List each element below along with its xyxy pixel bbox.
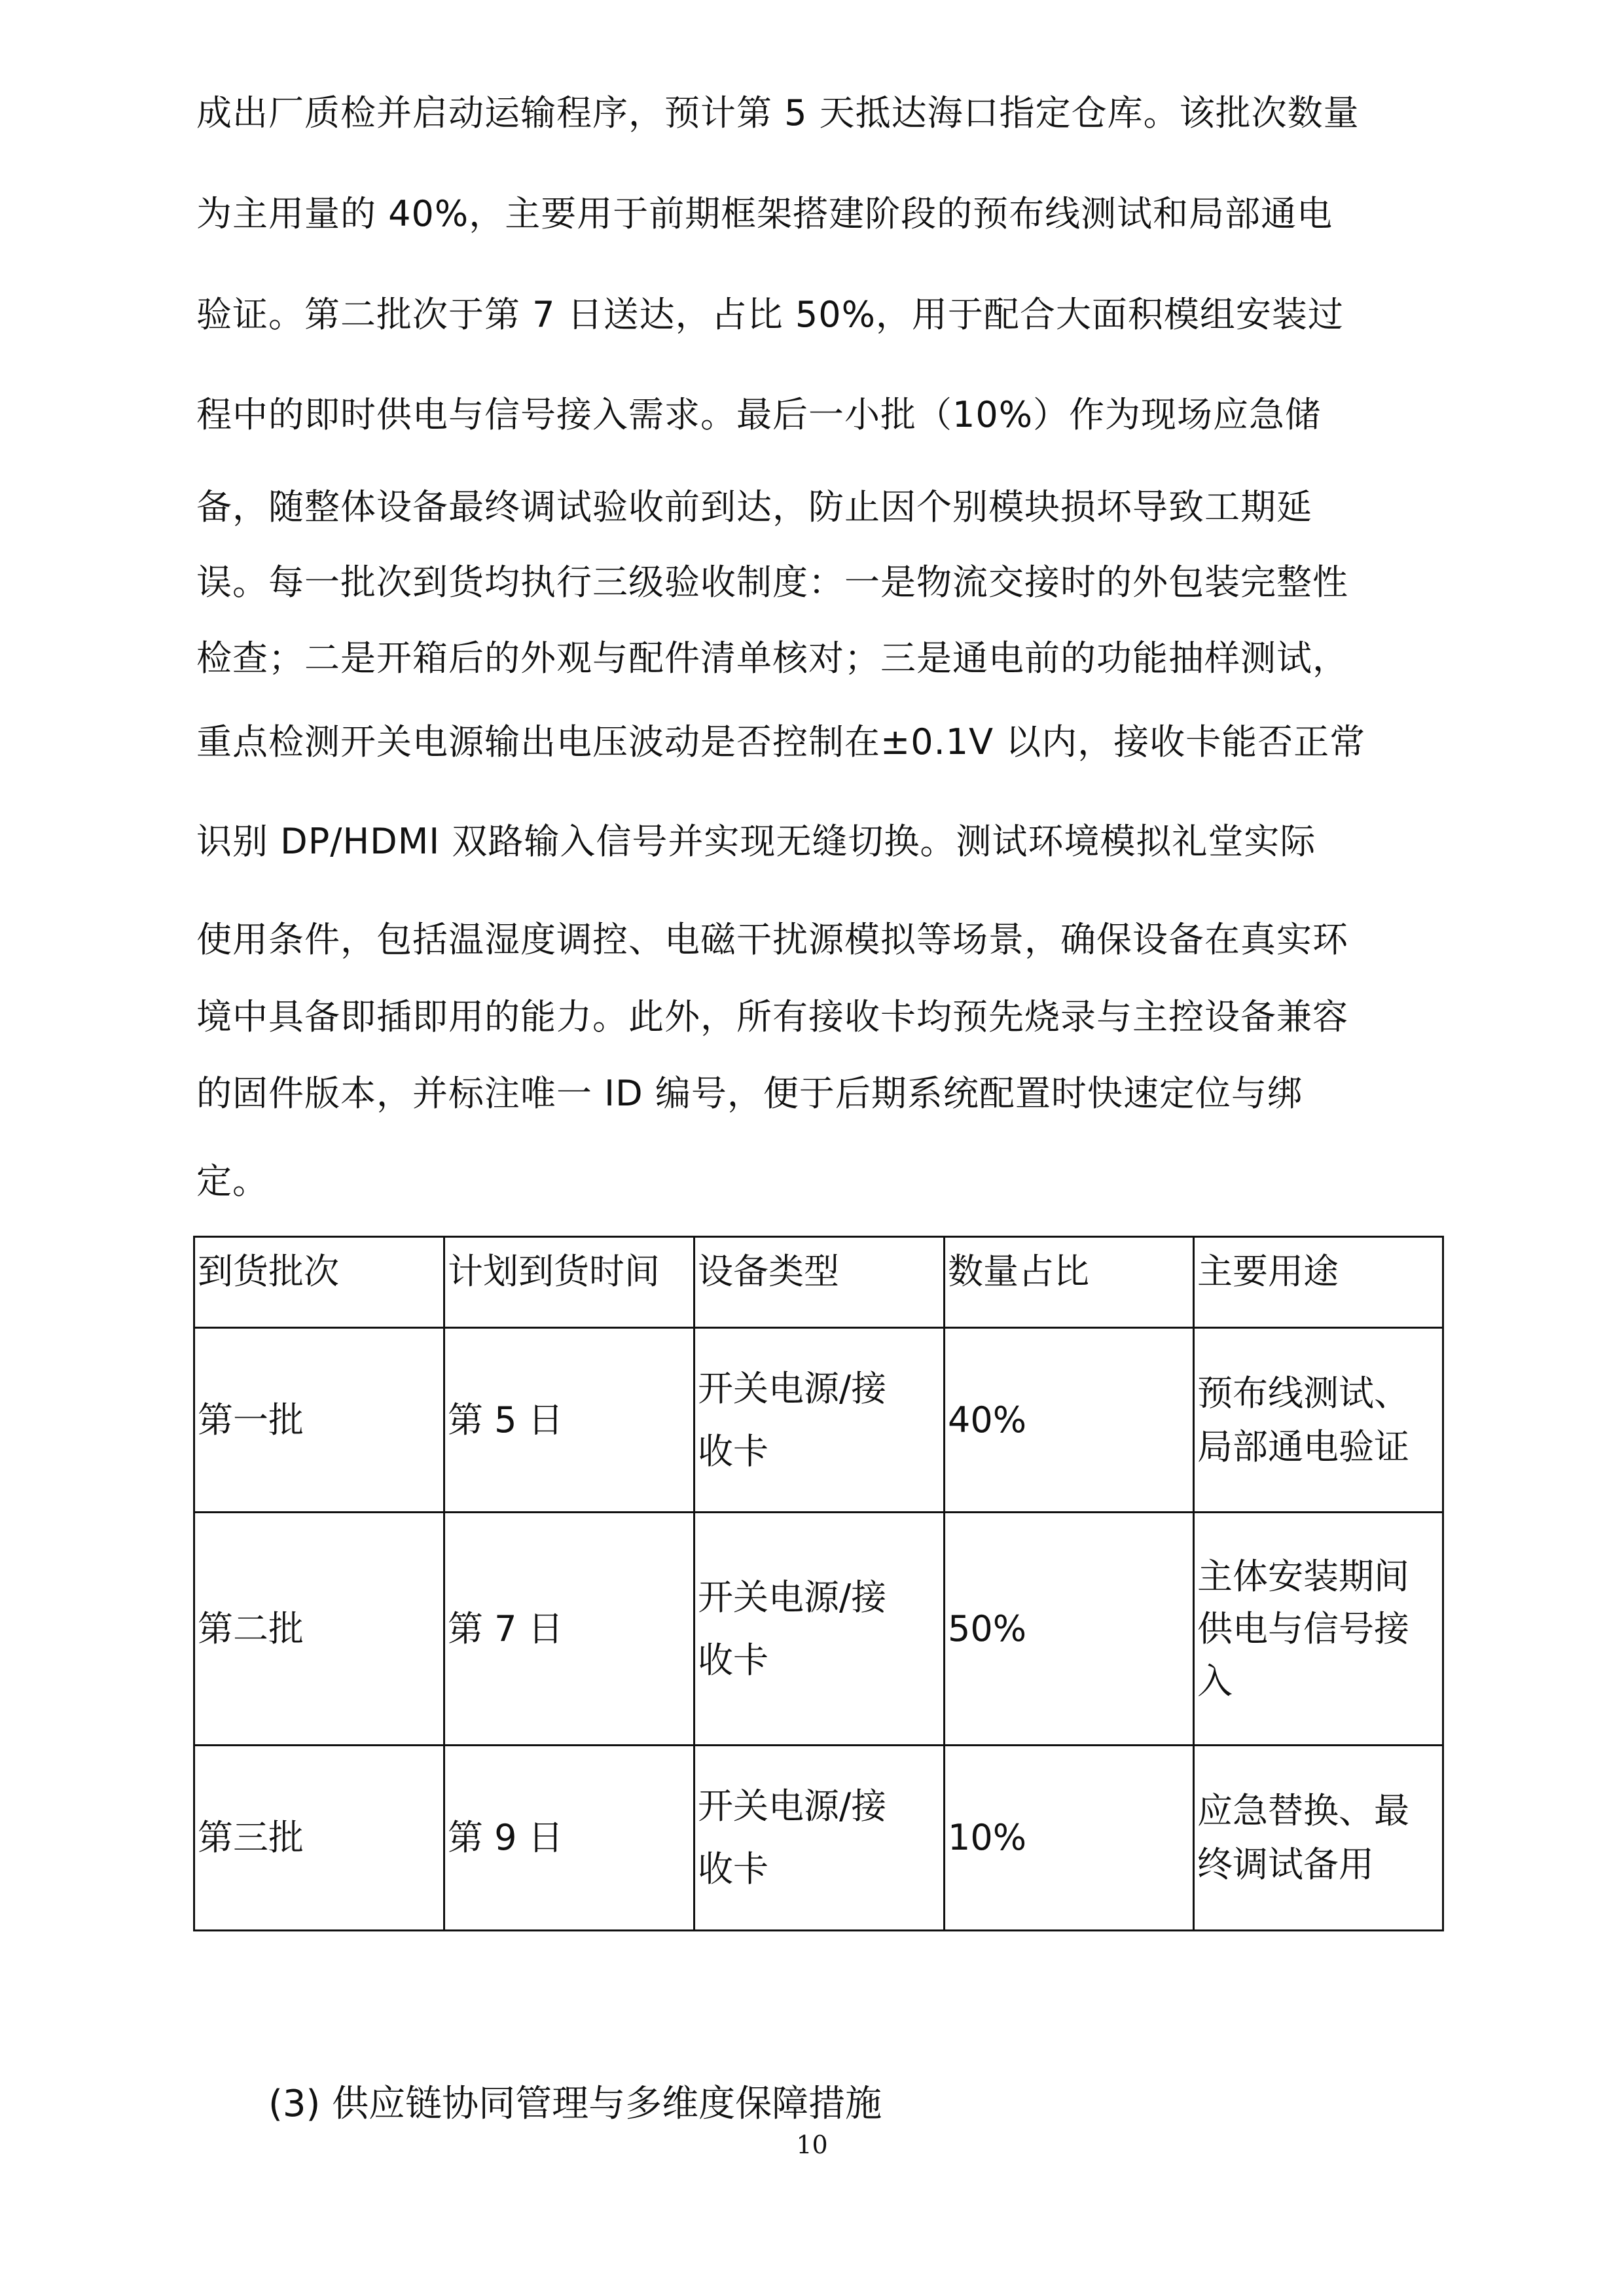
cell-line: 开关电源/接 — [698, 1576, 887, 1618]
section-heading: (3) 供应链协同管理与多维度保障措施 — [268, 2083, 882, 2125]
cell-line: 主体安装期间 — [1197, 1555, 1409, 1597]
cell-line: 终调试备用 — [1197, 1844, 1374, 1885]
cell-ratio: 50% — [945, 1513, 1194, 1746]
table-row — [194, 1328, 1443, 1513]
paragraph-line: 程中的即时供电与信号接入需求。最后一小批（10%）作为现场应急储 — [196, 394, 1322, 435]
cell-device-type — [695, 1746, 945, 1931]
paragraph-line: 境中具备即插即用的能力。此外，所有接收卡均预先烧录与主控设备兼容 — [196, 996, 1348, 1037]
table-row — [194, 1746, 1443, 1931]
cell-line: 收卡 — [698, 1639, 768, 1681]
cell-batch: 第二批 — [194, 1513, 444, 1746]
cell-device-type — [695, 1513, 945, 1746]
paragraph-line: 重点检测开关电源输出电压波动是否控制在±0.1V 以内，接收卡能否正常 — [196, 721, 1366, 762]
cell-use — [1194, 1328, 1443, 1513]
paragraph-line: 为主用量的 40%，主要用于前期框架搭建阶段的预布线测试和局部通电 — [196, 193, 1333, 234]
cell-device-type — [695, 1328, 945, 1513]
delivery-batch-table — [193, 1236, 1444, 1931]
cell-line: 收卡 — [698, 1430, 768, 1472]
cell-time: 第 7 日 — [444, 1513, 695, 1746]
header-cell-use: 主要用途 — [1194, 1237, 1443, 1328]
cell-line: 局部通电验证 — [1197, 1426, 1409, 1467]
cell-line: 预布线测试、 — [1197, 1372, 1409, 1414]
cell-batch: 第三批 — [194, 1746, 444, 1931]
header-cell-type: 设备类型 — [695, 1237, 945, 1328]
cell-use — [1194, 1513, 1443, 1746]
header-cell-ratio: 数量占比 — [945, 1237, 1194, 1328]
cell-line: 应急替换、最 — [1197, 1790, 1409, 1831]
paragraph-line: 检查；二是开箱后的外观与配件清单核对；三是通电前的功能抽样测试， — [196, 637, 1348, 679]
cell-ratio: 40% — [945, 1328, 1194, 1513]
cell-line: 入 — [1197, 1660, 1233, 1702]
page-number: 10 — [796, 2130, 828, 2159]
cell-ratio: 10% — [945, 1746, 1194, 1931]
cell-line: 开关电源/接 — [698, 1785, 887, 1827]
table-header-row — [194, 1237, 1443, 1328]
paragraph-line: 定。 — [196, 1160, 268, 1202]
table-row — [194, 1513, 1443, 1746]
header-cell-batch: 到货批次 — [194, 1237, 444, 1328]
cell-line: 开关电源/接 — [698, 1367, 887, 1409]
header-cell-time: 计划到货时间 — [444, 1237, 695, 1328]
cell-line: 收卡 — [698, 1848, 768, 1890]
paragraph-line: 误。每一批次到货均执行三级验收制度：一是物流交接时的外包装完整性 — [196, 562, 1348, 603]
paragraph-line: 的固件版本，并标注唯一 ID 编号，便于后期系统配置时快速定位与绑 — [196, 1073, 1303, 1114]
cell-batch: 第一批 — [194, 1328, 444, 1513]
cell-use — [1194, 1746, 1443, 1931]
cell-time: 第 5 日 — [444, 1328, 695, 1513]
paragraph-line: 成出厂质检并启动运输程序，预计第 5 天抵达海口指定仓库。该批次数量 — [196, 92, 1360, 134]
paragraph-line: 识别 DP/HDMI 双路输入信号并实现无缝切换。测试环境模拟礼堂实际 — [196, 821, 1316, 862]
paragraph-line: 使用条件，包括温湿度调控、电磁干扰源模拟等场景，确保设备在真实环 — [196, 919, 1348, 960]
paragraph-line: 备，随整体设备最终调试验收前到达，防止因个别模块损坏导致工期延 — [196, 486, 1312, 528]
cell-time: 第 9 日 — [444, 1746, 695, 1931]
cell-line: 供电与信号接 — [1197, 1607, 1409, 1649]
paragraph-line: 验证。第二批次于第 7 日送达，占比 50%，用于配合大面积模组安装过 — [196, 294, 1344, 335]
